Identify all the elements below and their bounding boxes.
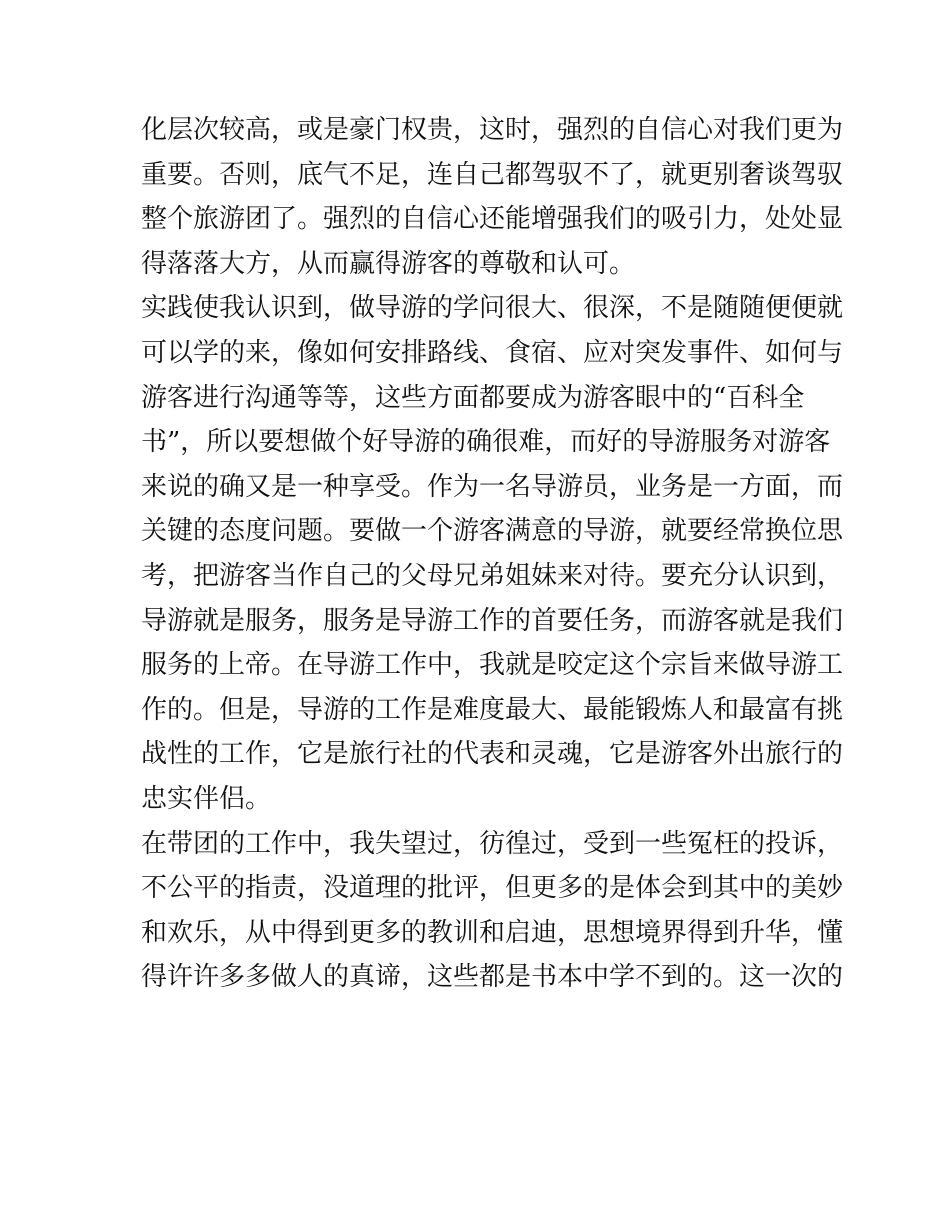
text-line: 在带团的工作中，我失望过，彷徨过，受到一些冤枉的投诉， [141,828,844,859]
text-line: 服务的上帝。在导游工作中，我就是咬定这个宗旨来做导游工 [141,650,844,681]
text-line: 忠实伴侣。 [141,783,272,814]
text-line: 可以学的来，像如何安排路线、食宿、应对突发事件、如何与 [141,337,844,368]
text-line: 书”，所以要想做个好导游的确很难，而好的导游服务对游客 [141,427,831,458]
body-text [141,108,844,1000]
text-line: 实践使我认识到，做导游的学问很大、很深，不是随随便便就 [141,293,844,324]
text-line: 游客进行沟通等等，这些方面都要成为游客眼中的“百科全 [141,382,805,413]
text-line: 来说的确又是一种享受。作为一名导游员，业务是一方面，而 [141,471,844,502]
text-line: 得落落大方，从而赢得游客的尊敬和认可。 [141,248,636,279]
text-line: 关键的态度问题。要做一个游客满意的导游，就要经常换位思 [141,516,844,547]
text-line: 考，把游客当作自己的父母兄弟姐妹来对待。要充分认识到， [141,560,844,591]
text-line: 导游就是服务，服务是导游工作的首要任务，而游客就是我们 [141,605,844,636]
text-line: 作的。但是，导游的工作是难度最大、最能锻炼人和最富有挑 [141,694,844,725]
text-line: 不公平的指责，没道理的批评，但更多的是体会到其中的美妙 [141,873,844,904]
text-line: 重要。否则，底气不足，连自己都驾驭不了，就更别奢谈驾驭 [141,159,844,190]
text-line: 化层次较高，或是豪门权贵，这时，强烈的自信心对我们更为 [141,115,844,145]
text-line: 整个旅游团了。强烈的自信心还能增强我们的吸引力，处处显 [141,204,844,235]
text-line: 和欢乐，从中得到更多的教训和启迪，思想境界得到升华，懂 [141,917,844,948]
text-line: 得许许多多做人的真谛，这些都是书本中学不到的。这一次的 [141,962,844,993]
text-line: 战性的工作，它是旅行社的代表和灵魂，它是游客外出旅行的 [141,739,844,770]
